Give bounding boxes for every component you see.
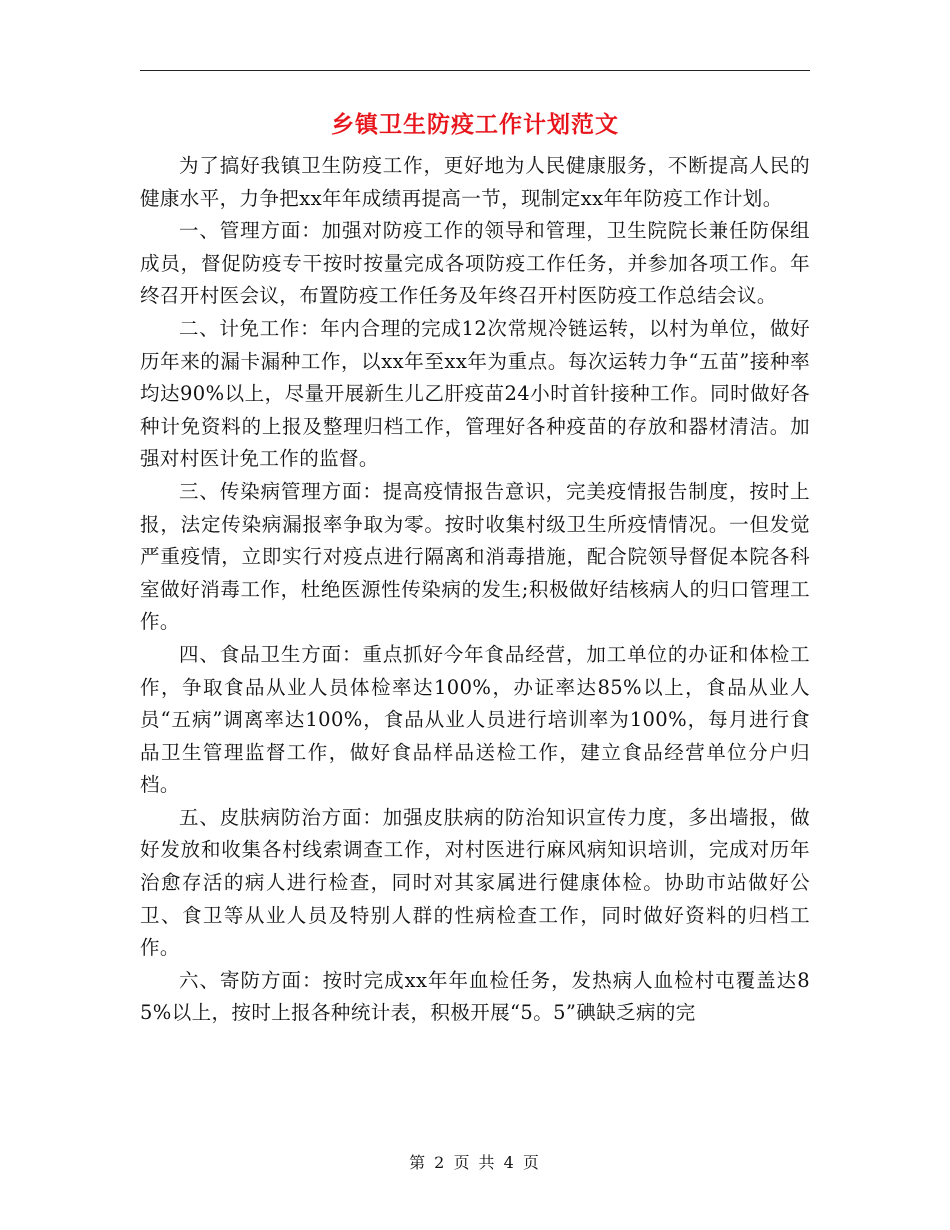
header-rule <box>140 70 810 71</box>
paragraph-intro: 为了搞好我镇卫生防疫工作，更好地为人民健康服务，不断提高人民的健康水平，力争把xx年年成绩再提高一节，现制定xx年年防疫工作计划。 <box>140 154 810 210</box>
paragraph-parasite-prevention: 六、寄防方面：按时完成xx年年血检任务，发热病人血检村屯覆盖达85%以上，按时上报各种统计表，积极开展“5。5”碘缺乏病的完 <box>140 968 810 1025</box>
document-title: 乡镇卫生防疫工作计划范文 <box>331 111 619 138</box>
paragraph-infectious-disease: 三、传染病管理方面：提高疫情报告意识，完美疫情报告制度，按时上报，法定传染病漏报率争取为零。按时收集村级卫生所疫情情况。一但发觉严重疫情，立即实行对疫点进行隔离和消毒措施，配合院领导督促本院各科室做好消毒工作，杜绝医源性传染病的发生;积极做好结核病人的归口管理工作。 <box>140 479 810 634</box>
paragraph-management: 一、管理方面：加强对防疫工作的领导和管理，卫生院院长兼任防保组成员，督促防疫专干按时按量完成各项防疫工作任务，并参加各项工作。年终召开村医会议，布置防疫工作任务及年终召开村医防疫工作总结会议。 <box>140 219 810 308</box>
paragraph-immunization: 二、计免工作：年内合理的完成12次常规冷链运转，以村为单位，做好历年来的漏卡漏种工作，以xx年至xx年为重点。每次运转力争“五苗”接种率均达90%以上，尽量开展新生儿乙肝疫苗24小时首针接种工作。同时做好各种计免资料的上报及整理归档工作，管理好各种疫苗的存放和器材清洁。加强对村医计免工作的监督。 <box>140 316 810 471</box>
page-number: 第 2 页 共 4 页 <box>409 1153 541 1172</box>
paragraph-skin-disease: 五、皮肤病防治方面：加强皮肤病的防治知识宣传力度，多出墙报，做好发放和收集各村线索调查工作，对村医进行麻风病知识培训，完成对历年治愈存活的病人进行检查，同时对其家属进行健康体检。协助市站做好公卫、食卫等从业人员及特别人群的性病检查工作，同时做好资料的归档工作。 <box>140 805 810 960</box>
paragraph-food-hygiene: 四、食品卫生方面：重点抓好今年食品经营，加工单位的办证和体检工作，争取食品从业人员体检率达100%，办证率达85%以上，食品从业人员“五病”调离率达100%，食品从业人员进行培训率为100%，每月进行食品卫生管理监督工作，做好食品样品送检工作，建立食品经营单位分户归档。 <box>140 642 810 797</box>
document-body <box>140 150 810 1030</box>
